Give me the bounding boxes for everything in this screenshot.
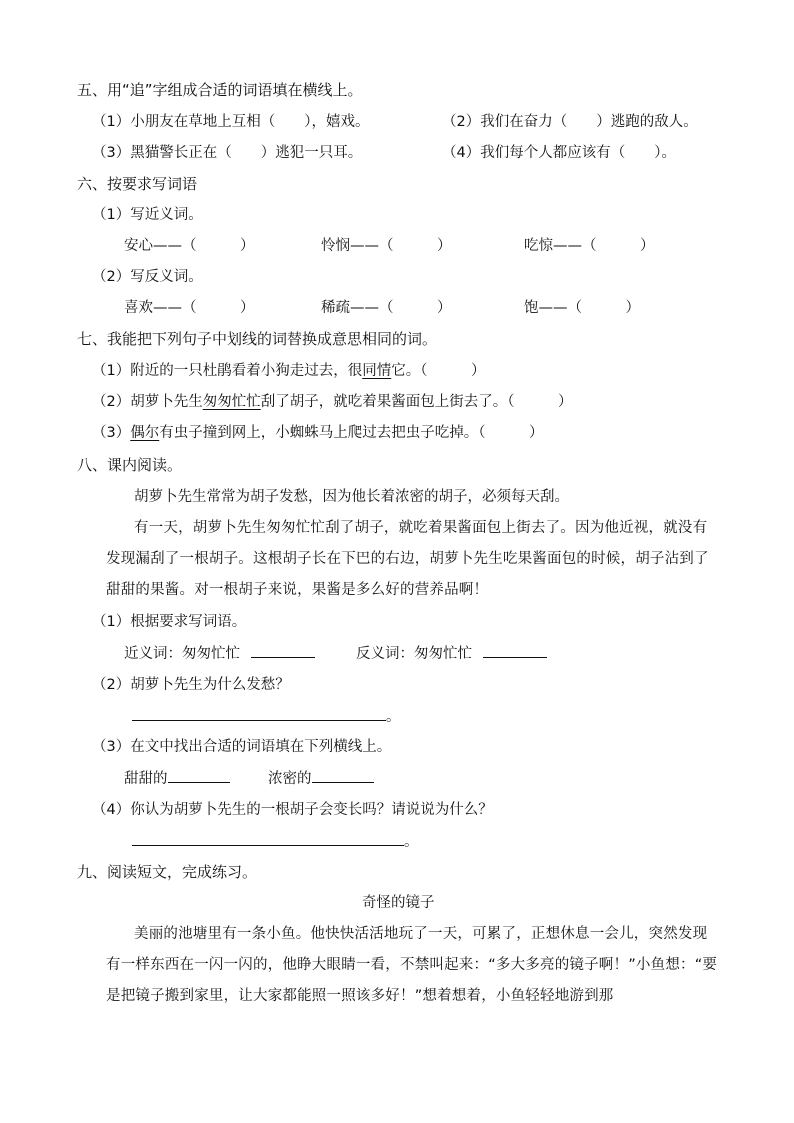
section-8-title: 八、课内阅读。 (77, 456, 183, 474)
s7-q1-tail: 它。（ ） (391, 363, 486, 379)
s7-q3-text: （3） (92, 425, 131, 441)
s8-q2-answer-line (132, 706, 401, 727)
s8-q3-item-a-label: 甜甜的 (124, 771, 168, 787)
s8-q3-item-b-label: 浓密的 (268, 771, 312, 787)
s8-q1-antonym-label: 反义词：匆匆忙忙 (356, 646, 472, 662)
s7-question-3 (92, 423, 543, 443)
s8-q2-answer-blank[interactable] (132, 706, 386, 721)
s8-q4-answer-blank[interactable] (132, 831, 404, 846)
section-9-title: 九、阅读短文，完成练习。 (77, 863, 258, 881)
s7-q2-underlined-word: 匆匆忙忙 (202, 394, 261, 410)
s6-sub-2: （2）写反义词。 (92, 269, 203, 285)
s7-q3-underlined-word: 偶尔 (130, 425, 160, 441)
s8-passage-paragraph-1: 胡萝卜先生常常为胡子发愁，因为他长着浓密的胡子，必须每天刮。 (134, 489, 569, 505)
s5-question-4: （4）我们每个人都应该有（ ）。 (442, 145, 676, 161)
s8-question-1: （1）根据要求写词语。 (92, 614, 247, 630)
s8-question-3: （3）在文中找出合适的词语填在下列横线上。 (92, 739, 392, 755)
s5-question-3: （3）黑猫警长正在（ ）逃犯一只耳。 (92, 145, 363, 161)
s6-sub-1: （1）写近义词。 (92, 207, 203, 223)
s9-story-paragraph-1: 美丽的池塘里有一条小鱼。他快快活活地玩了一天，可累了，正想休息一会儿，突然发现有一样东西在一闪一闪的，他睁大眼睛一看，不禁叫起来：“多大多亮的镜子啊！”小鱼想：“要是把镜子搬到家里，让大家都能照一照该多好！”想着想着，小鱼轻轻地游到那 (106, 926, 718, 1004)
s6-antonym-1: 喜欢——（ ） (124, 300, 255, 316)
s8-q1-antonym (356, 643, 547, 664)
s6-antonym-2: 稀疏——（ ） (321, 300, 452, 316)
s8-q3-item-b-blank[interactable] (312, 768, 374, 783)
s7-q1-text: （1）附近的一只杜鹃看着小狗走过去，很 (92, 363, 363, 379)
s7-question-2 (92, 392, 572, 412)
s8-q3-item-a (124, 768, 230, 789)
s5-question-1: （1）小朋友在草地上互相（ ），嬉戏。 (92, 114, 370, 130)
s8-q2-period: 。 (386, 709, 401, 725)
s8-q1-antonym-blank[interactable] (483, 643, 547, 658)
s9-story-title: 奇怪的镜子 (362, 895, 435, 911)
s8-q3-item-b (268, 768, 374, 789)
s7-question-1 (92, 361, 485, 381)
s7-q2-tail: 刮了胡子，就吃着果酱面包上街去了。（ ） (260, 394, 573, 410)
s6-antonym-3: 饱——（ ） (524, 300, 640, 316)
s8-q1-synonym-label: 近义词：匆匆忙忙 (124, 646, 240, 662)
s5-question-2: （2）我们在奋力（ ）逃跑的敌人。 (442, 114, 698, 130)
section-7-title: 七、我能把下列句子中划线的词替换成意思相同的词。 (77, 330, 438, 348)
s8-question-4: （4）你认为胡萝卜先生的一根胡子会变长吗？请说说为什么？ (92, 802, 493, 818)
s8-q4-answer-line (132, 831, 419, 852)
section-6-title: 六、按要求写词语 (77, 175, 198, 193)
s7-q1-underlined-word: 同情 (362, 363, 392, 379)
s8-q4-period: 。 (404, 834, 419, 850)
s8-passage-paragraph-2: 有一天，胡萝卜先生匆匆忙忙刮了胡子，就吃着果酱面包上街去了。因为他近视，就没有发现漏刮了一根胡子。这根胡子长在下巴的右边，胡萝卜先生吃果酱面包的时候，胡子沾到了甜甜的果酱。对一根胡子来说，果酱是多么好的营养品啊！ (106, 520, 709, 598)
s6-synonym-3: 吃惊——（ ） (524, 238, 655, 254)
s8-q1-synonym-blank[interactable] (251, 643, 315, 658)
s8-q1-synonym (124, 643, 315, 664)
s7-q3-tail: 有虫子撞到网上，小蜘蛛马上爬过去把虫子吃掉。（ ） (159, 425, 544, 441)
s6-synonym-2: 怜悯——（ ） (321, 238, 452, 254)
s6-synonym-1: 安心——（ ） (124, 238, 255, 254)
s8-q3-item-a-blank[interactable] (168, 768, 230, 783)
s7-q2-text: （2）胡萝卜先生 (92, 394, 203, 410)
s8-question-2: （2）胡萝卜先生为什么发愁？ (92, 677, 290, 693)
section-5-title: 五、用“追”字组成合适的词语填在横线上。 (77, 81, 363, 99)
